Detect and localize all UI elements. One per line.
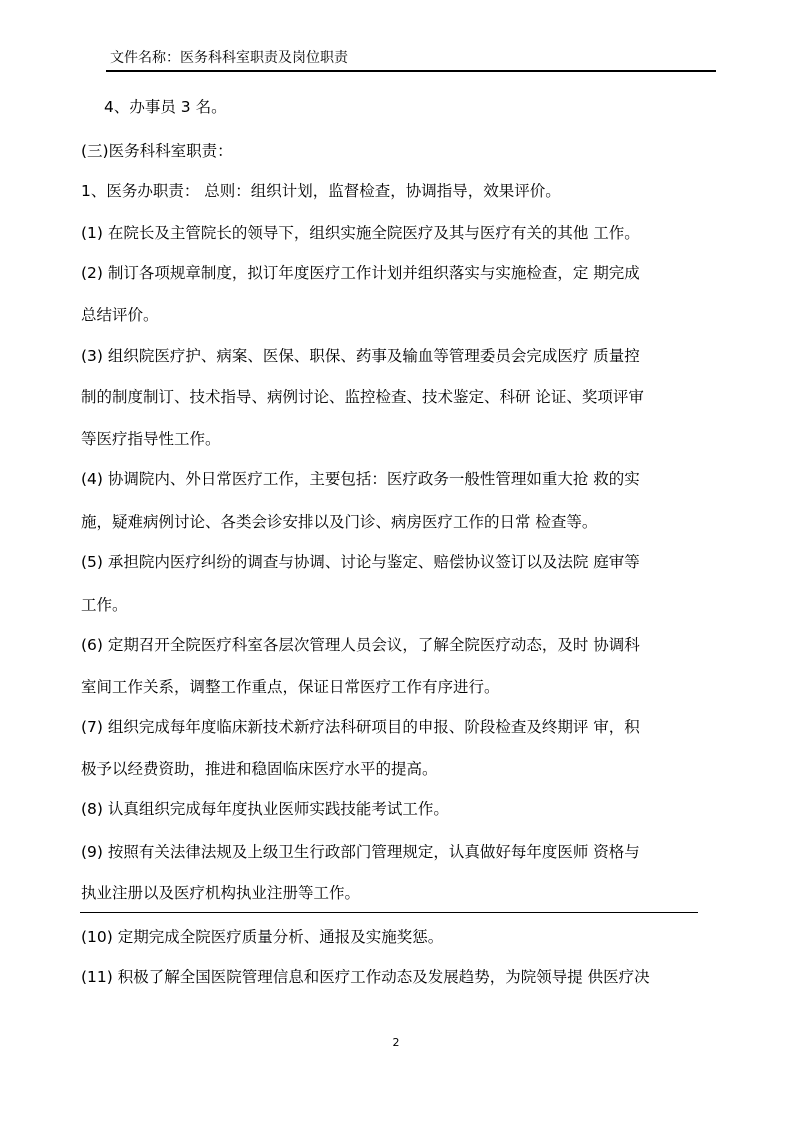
section-heading: (三)医务科科室职责： <box>81 142 233 160</box>
text-line: 制的制度制订、技术指导、病例讨论、监控检查、技术鉴定、科研 论证、奖项评审 <box>81 388 644 406</box>
text-line: (9) 按照有关法律法规及上级卫生行政部门管理规定，认真做好每年度医师 资格与 <box>81 843 640 861</box>
text-line: 极予以经费资助，推进和稳固临床医疗水平的提高。 <box>81 760 438 778</box>
text-line: 室间工作关系，调整工作重点，保证日常医疗工作有序进行。 <box>81 678 500 696</box>
text-line: 执业注册以及医疗机构执业注册等工作。 <box>81 884 361 902</box>
text-line: 等医疗指导性工作。 <box>81 430 221 448</box>
text-line: (8) 认真组织完成每年度执业医师实践技能考试工作。 <box>81 800 449 818</box>
text-line: (10) 定期完成全院医疗质量分析、通报及实施奖惩。 <box>81 928 444 946</box>
text-line: (5) 承担院内医疗纠纷的调查与协调、讨论与鉴定、赔偿协议签订以及法院 庭审等 <box>81 553 640 571</box>
header-divider <box>106 70 716 72</box>
text-line: 施，疑难病例讨论、各类会诊安排以及门诊、病房医疗工作的日常 检查等。 <box>81 513 598 531</box>
text-line: (1) 在院长及主管院长的领导下，组织实施全院医疗及其与医疗有关的其他 工作。 <box>81 224 640 242</box>
text-line: 4、办事员 3 名。 <box>104 98 227 116</box>
text-line: (2) 制订各项规章制度，拟订年度医疗工作计划并组织落实与实施检查，定 期完成 <box>81 264 640 282</box>
text-line: 1、医务办职责： 总则：组织计划，监督检查，协调指导，效果评价。 <box>81 182 561 200</box>
text-line: (7) 组织完成每年度临床新技术新疗法科研项目的申报、阶段检查及终期评 审，积 <box>81 718 640 736</box>
text-line: 总结评价。 <box>81 306 159 324</box>
text-line: (3) 组织院医疗护、病案、医保、职保、药事及输血等管理委员会完成医疗 质量控 <box>81 347 640 365</box>
page-number: 2 <box>392 1036 400 1049</box>
text-line: (6) 定期召开全院医疗科室各层次管理人员会议，了解全院医疗动态，及时 协调科 <box>81 636 640 654</box>
text-line: (11) 积极了解全国医院管理信息和医疗工作动态及发展趋势，为院领导提 供医疗决 <box>81 968 650 986</box>
section-divider <box>80 912 698 913</box>
text-line: 工作。 <box>81 596 128 614</box>
text-line: (4) 协调院内、外日常医疗工作，主要包括：医疗政务一般性管理如重大抢 救的实 <box>81 470 640 488</box>
document-title: 文件名称：医务科科室职责及岗位职责 <box>110 50 348 66</box>
